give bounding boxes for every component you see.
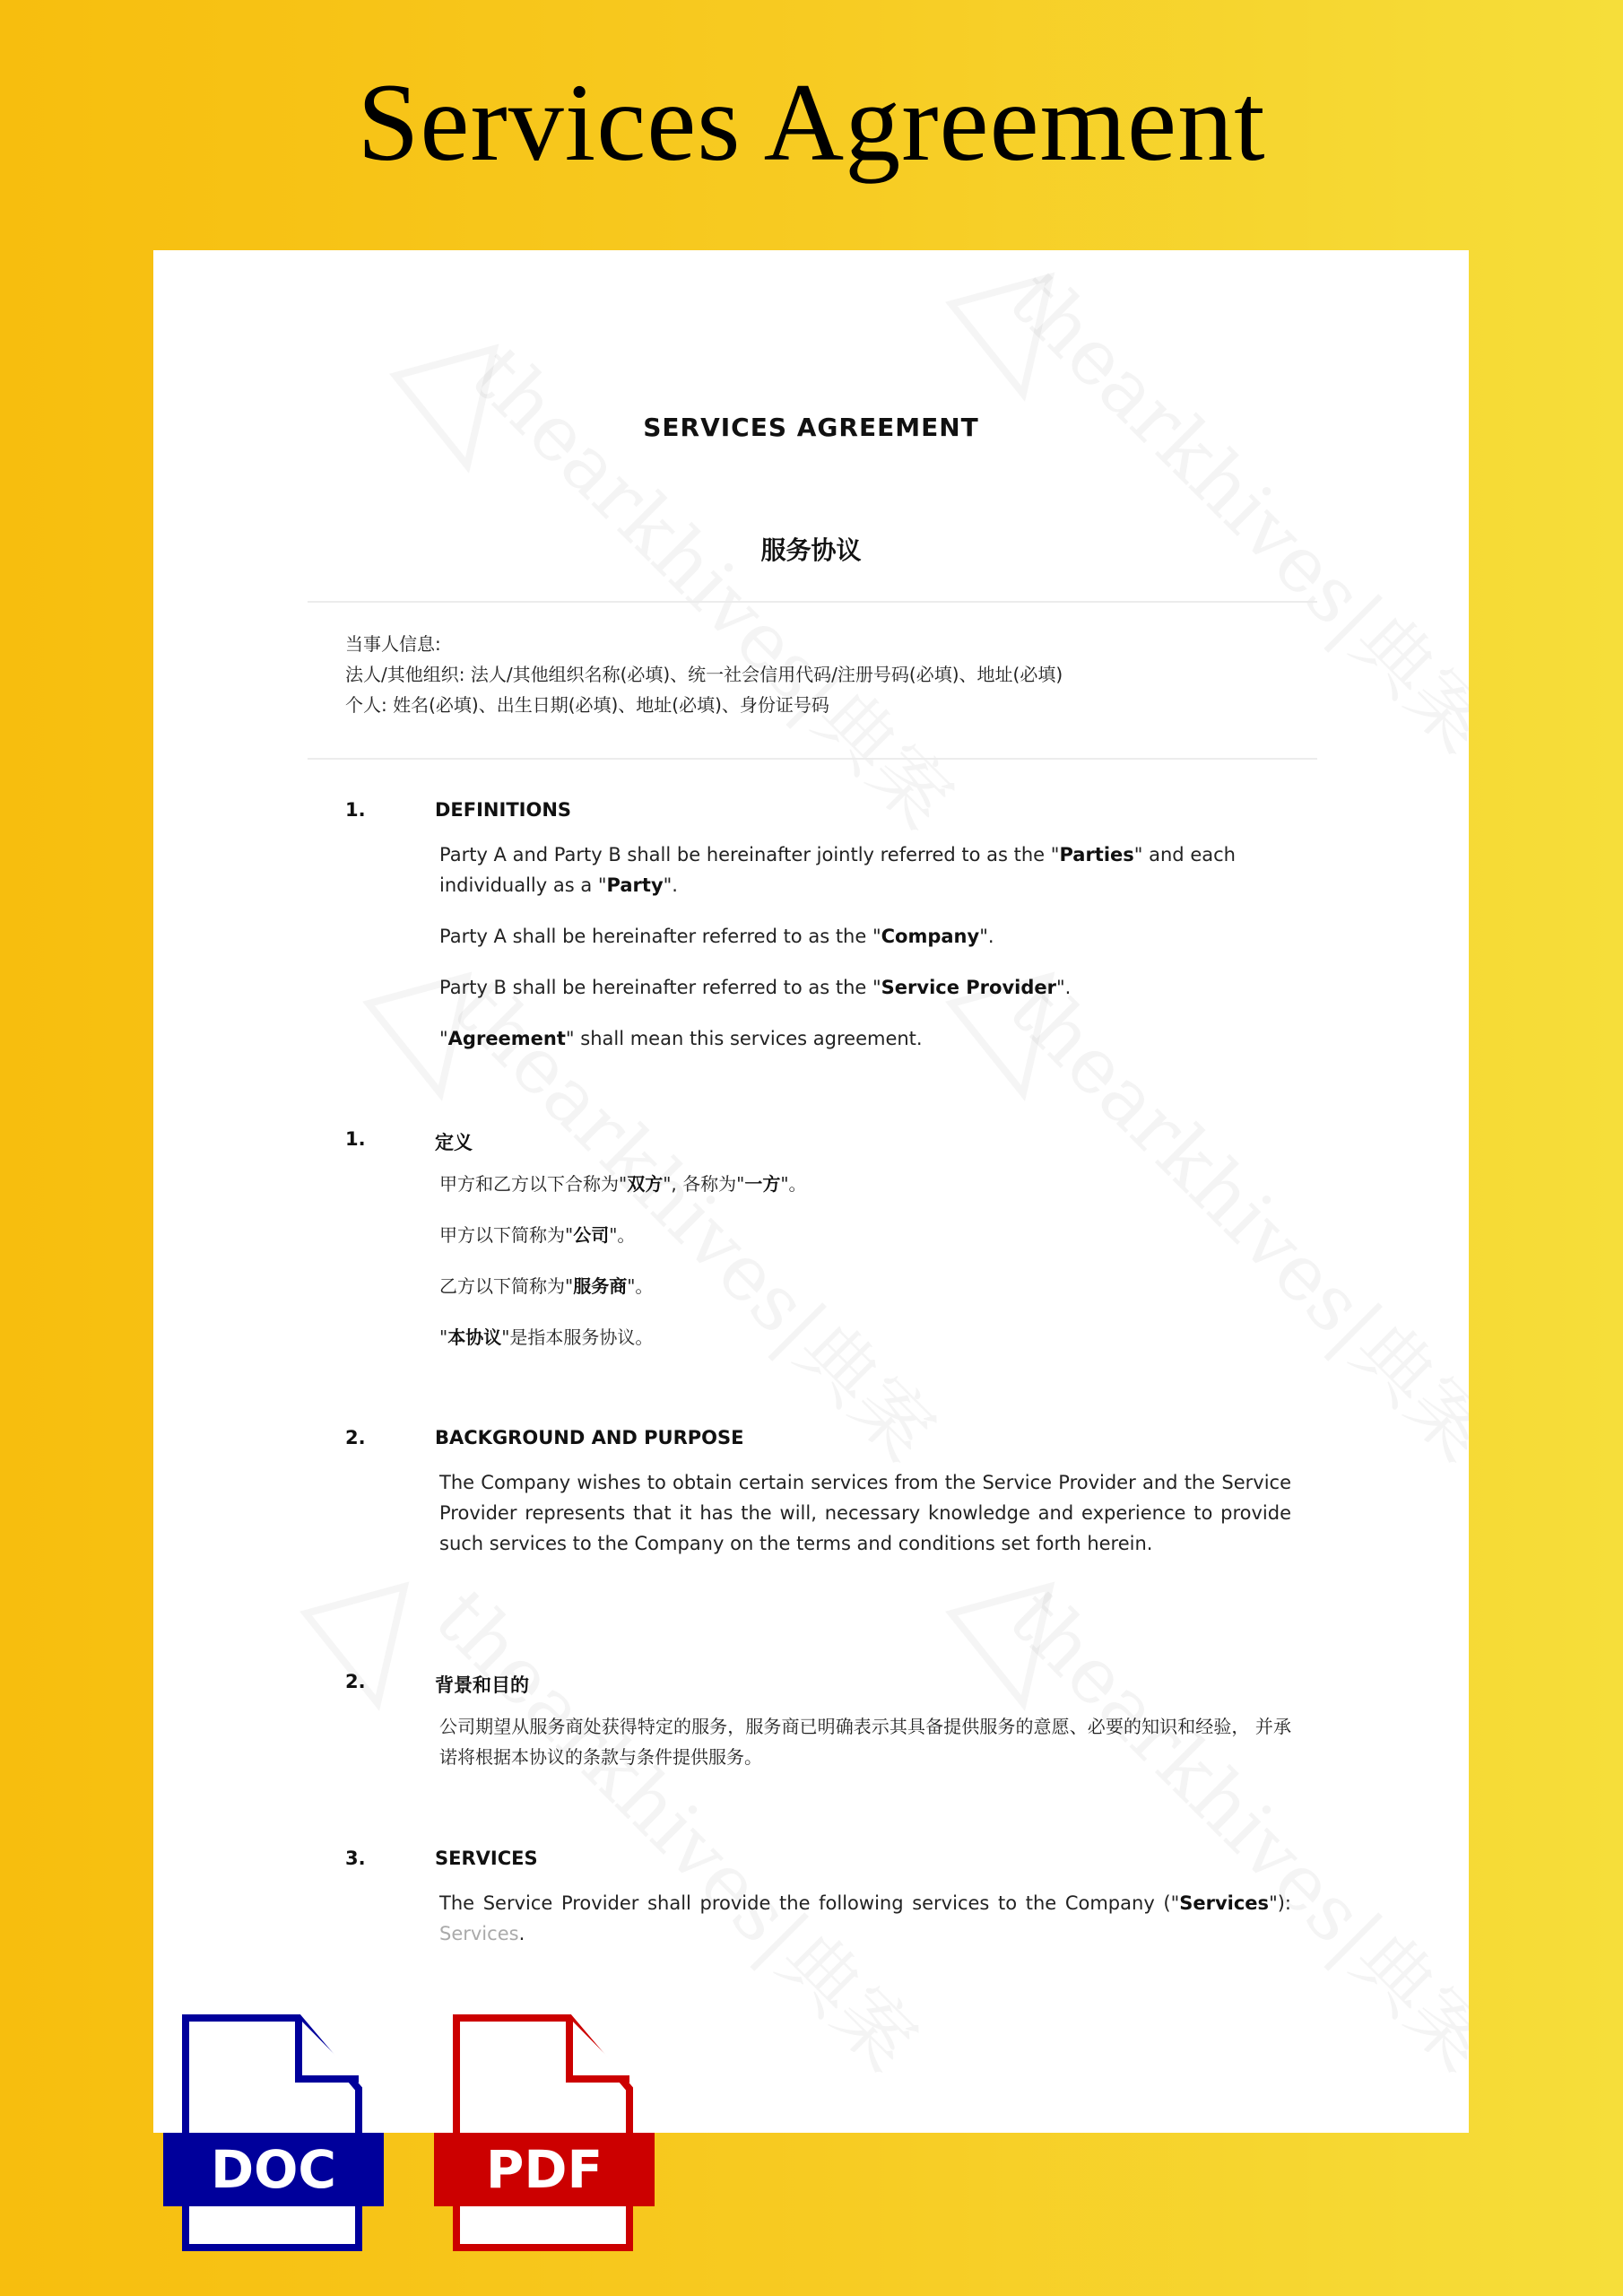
services-paragraph: The Service Provider shall provide the following services to the Company ("Services"): Services. [439, 1892, 1291, 1944]
section-number: 1. [345, 1128, 366, 1150]
party-info-individual: 个人: 姓名(必填)、出生日期(必填)、地址(必填)、身份证号码 [345, 694, 829, 716]
section-heading-background: BACKGROUND AND PURPOSE [435, 1427, 744, 1448]
party-info-legal-entity: 法人/其他组织: 法人/其他组织名称(必填)、统一社会信用代码/注册号码(必填)、地址(必填) [345, 664, 1063, 685]
watermark-logo-icon [942, 1578, 1068, 1712]
banner-title: Services Agreement [357, 61, 1266, 184]
pdf-download-button[interactable] [432, 2014, 656, 2255]
document-title-en: SERVICES AGREEMENT [643, 413, 979, 442]
section-heading-services: SERVICES [435, 1848, 538, 1869]
definition-agreement-zh: "本协议"是指本服务协议。 [439, 1326, 654, 1348]
watermark [415, 1560, 946, 2091]
section-heading-definitions-zh: 定义 [435, 1132, 473, 1153]
definition-parties: Party A and Party B shall be hereinafter jointly referred to as the "Parties" and each individually as a "Party". [439, 844, 1236, 896]
section-number: 3. [345, 1848, 366, 1869]
section-number: 1. [345, 799, 366, 821]
doc-label: DOC [210, 2139, 336, 2200]
background-paragraph-zh: 公司期望从服务商处获得特定的服务，服务商已明确表示其具备提供服务的意愿、必要的知识和经验， 并承诺将根据本协议的条款与条件提供服务。 [439, 1716, 1291, 1768]
doc-download-button[interactable] [161, 2014, 386, 2255]
divider [308, 601, 1317, 603]
divider [308, 758, 1317, 760]
section-number: 2. [345, 1671, 366, 1692]
definition-parties-zh: 甲方和乙方以下合称为"双方", 各称为"一方"。 [439, 1173, 807, 1195]
definition-company-zh: 甲方以下简称为"公司"。 [439, 1224, 636, 1246]
definition-service-provider-zh: 乙方以下简称为"服务商"。 [439, 1275, 654, 1297]
background-paragraph: The Company wishes to obtain certain services from the Service Provider and the Service Provider represents that it has the will, necessary knowledge and experience to provide such services to the Company on the terms and conditions set forth herein. [439, 1472, 1291, 1554]
party-info-heading: 当事人信息: [345, 633, 441, 655]
section-heading-definitions: DEFINITIONS [435, 799, 572, 821]
section-heading-background-zh: 背景和目的 [435, 1674, 529, 1696]
watermark-logo-icon [942, 268, 1068, 403]
document-page [153, 250, 1469, 2133]
services-placeholder[interactable]: Services [439, 1923, 519, 1944]
section-number: 2. [345, 1427, 366, 1448]
definition-service-provider: Party B shall be hereinafter referred to as the "Service Provider". [439, 977, 1072, 998]
watermark [451, 317, 982, 848]
watermark-logo-icon [386, 340, 512, 474]
party-info [345, 629, 1063, 720]
document-title-zh: 服务协议 [760, 535, 862, 565]
definition-company: Party A shall be hereinafter referred to as the "Company". [439, 926, 994, 947]
pdf-label: PDF [485, 2139, 603, 2200]
definition-agreement: "Agreement" shall mean this services agreement. [439, 1028, 923, 1049]
